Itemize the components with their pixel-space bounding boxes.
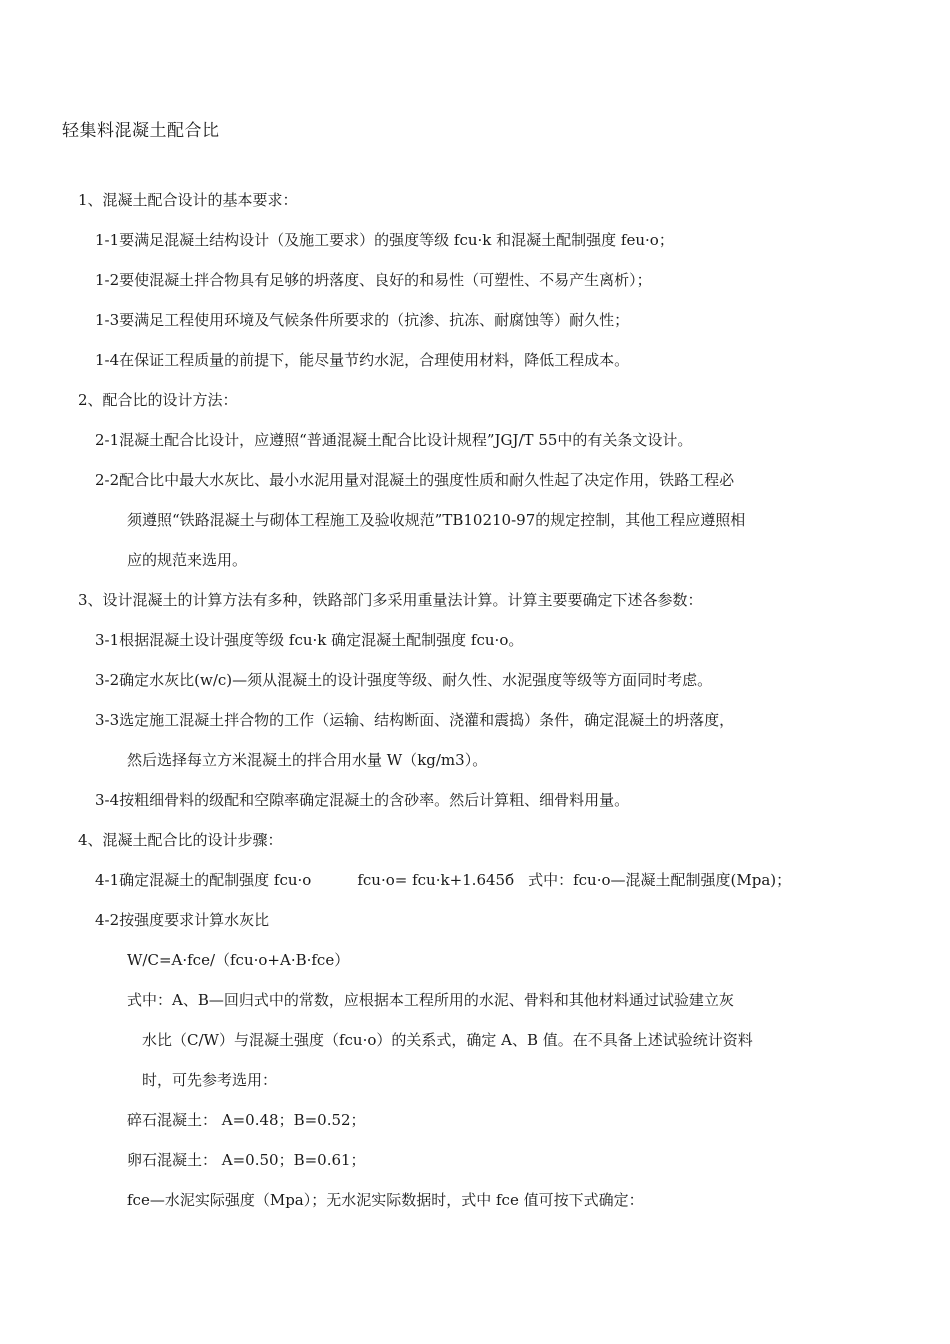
section-heading-2: 2、配合比的设计方法：: [78, 391, 238, 409]
section-heading-3: 3、设计混凝土的计算方法有多种，铁路部门多采用重量法计算。计算主要要确定下述各参数：: [78, 591, 703, 609]
section-heading-4: 4、混凝土配合比的设计步骤：: [78, 831, 283, 849]
item-1-2: 1-2要使混凝土拌合物具有足够的坍落度、良好的和易性（可塑性、不易产生离析）；: [95, 271, 652, 289]
fce-definition: fce—水泥实际强度（Mpa）；无水泥实际数据时，式中 fce 值可按下式确定：: [127, 1191, 644, 1209]
formula-note-continued: 水比（C/W）与混凝土强度（fcu·o）的关系式，确定 A、B 值。在不具备上述试验统计资料: [142, 1031, 753, 1049]
item-2-2-continued-2: 应的规范来选用。: [127, 551, 248, 569]
item-1-4: 1-4在保证工程质量的前提下，能尽量节约水泥，合理使用材料，降低工程成本。: [95, 351, 630, 369]
item-3-4: 3-4按粗细骨料的级配和空隙率确定混凝土的含砂率。然后计算粗、细骨料用量。: [95, 791, 630, 809]
pebble-concrete-values: 卵石混凝土： A=0.50；B=0.61；: [127, 1151, 366, 1169]
item-1-1: 1-1要满足混凝土结构设计（及施工要求）的强度等级 fcu·k 和混凝土配制强度 feu·o；: [95, 231, 674, 249]
section-heading-1: 1、混凝土配合设计的基本要求：: [78, 191, 298, 209]
item-4-1-formula: fcu·o= fcu·k+1.645б: [357, 871, 515, 889]
formula-note: 式中：A、B—回归式中的常数，应根据本工程所用的水泥、骨料和其他材料通过试验建立灰: [127, 991, 734, 1009]
item-2-1: 2-1混凝土配合比设计，应遵照“普通混凝土配合比设计规程”JGJ/T 55中的有关条文设计。: [95, 431, 693, 449]
item-1-3: 1-3要满足工程使用环境及气候条件所要求的（抗渗、抗冻、耐腐蚀等）耐久性；: [95, 311, 630, 329]
item-4-1-label: 4-1确定混凝土的配制强度 fcu·o: [95, 871, 312, 889]
item-3-1: 3-1根据混凝土设计强度等级 fcu·k 确定混凝土配制强度 fcu·o。: [95, 631, 524, 649]
item-2-2-continued: 须遵照“铁路混凝土与砌体工程施工及验收规范”TB10210-97的规定控制，其他工程应遵照相: [127, 511, 746, 529]
gravel-concrete-values: 碎石混凝土： A=0.48；B=0.52；: [127, 1111, 366, 1129]
item-3-3: 3-3选定施工混凝土拌合物的工作（运输、结构断面、浇灌和震捣）条件，确定混凝土的坍落度，: [95, 711, 735, 729]
item-2-2: 2-2配合比中最大水灰比、最小水泥用量对混凝土的强度性质和耐久性起了决定作用，铁路工程必: [95, 471, 735, 489]
item-4-1-definition: 式中：fcu·o—混凝土配制强度(Mpa)；: [528, 871, 792, 889]
item-4-1: [95, 870, 791, 890]
item-3-3-continued: 然后选择每立方米混凝土的拌合用水量 W（kg/m3）。: [127, 751, 488, 769]
document-title: 轻集料混凝土配合比: [62, 121, 220, 141]
wc-formula: W/C=A·fce/（fcu·o+A·B·fce）: [127, 951, 350, 969]
item-3-2: 3-2确定水灰比(w/c)—须从混凝土的设计强度等级、耐久性、水泥强度等级等方面同时考虑。: [95, 671, 713, 689]
formula-note-continued-2: 时，可先参考选用：: [142, 1071, 278, 1089]
item-4-2: 4-2按强度要求计算水灰比: [95, 911, 270, 929]
